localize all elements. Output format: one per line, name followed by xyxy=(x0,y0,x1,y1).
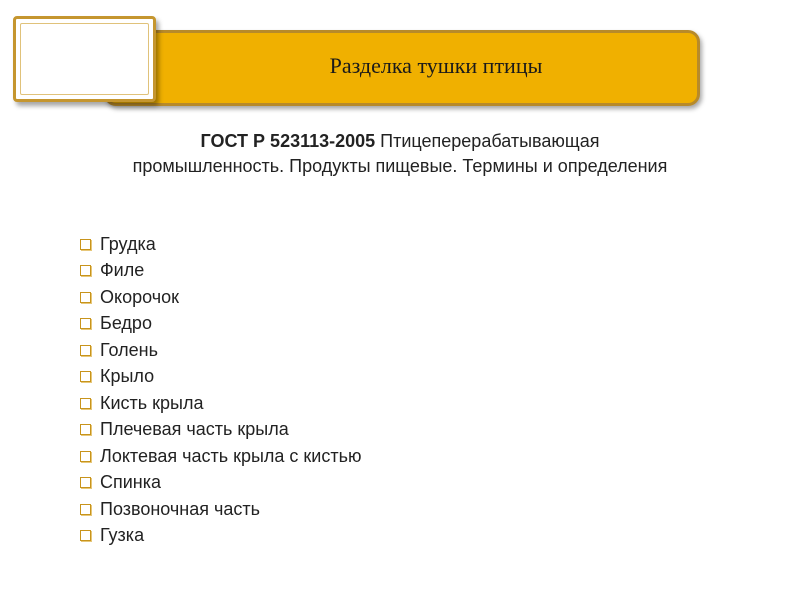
list-item xyxy=(80,337,361,364)
list-item-label: Грудка xyxy=(100,233,156,254)
list-item-label: Кисть крыла xyxy=(100,392,204,413)
checkbox-bullet-icon xyxy=(80,424,91,435)
list-item-label: Спинка xyxy=(100,472,162,493)
checkbox-bullet-icon xyxy=(80,530,91,541)
list-item-label: Позвоночная часть xyxy=(100,498,261,519)
list-item xyxy=(80,443,361,470)
page-title: Разделка тушки птицы xyxy=(329,53,543,78)
list-item xyxy=(80,231,361,258)
list-item xyxy=(80,523,361,550)
standard-title-part1: Птицеперерабатывающая xyxy=(375,131,600,151)
checkbox-bullet-icon xyxy=(80,477,91,488)
list-item-label: Плечевая часть крыла xyxy=(100,419,289,440)
checkbox-bullet-icon xyxy=(80,239,91,250)
list-item xyxy=(80,390,361,417)
list-item xyxy=(80,417,361,444)
list-item-label: Голень xyxy=(100,339,158,360)
list-item-label: Филе xyxy=(100,260,145,281)
logo-placeholder-box xyxy=(13,16,156,102)
list-item xyxy=(80,284,361,311)
list-item-label: Крыло xyxy=(100,366,155,387)
checkbox-bullet-icon xyxy=(80,318,91,329)
list-item-label: Бедро xyxy=(100,313,152,334)
checkbox-bullet-icon xyxy=(80,265,91,276)
list-item xyxy=(80,470,361,497)
standard-title-part2: промышленность. Продукты пищевые. Термины и определения xyxy=(132,156,668,176)
standard-reference xyxy=(40,129,760,179)
list-item-label: Окорочок xyxy=(100,286,179,307)
list-item xyxy=(80,258,361,285)
list-item-label: Локтевая часть крыла с кистью xyxy=(100,445,362,466)
checkbox-bullet-icon xyxy=(80,345,91,356)
list-item xyxy=(80,311,361,338)
list-item-label: Гузка xyxy=(100,525,145,546)
checkbox-bullet-icon xyxy=(80,451,91,462)
checkbox-bullet-icon xyxy=(80,371,91,382)
terms-list xyxy=(80,231,361,549)
checkbox-bullet-icon xyxy=(80,398,91,409)
list-item xyxy=(80,364,361,391)
checkbox-bullet-icon xyxy=(80,504,91,515)
checkbox-bullet-icon xyxy=(80,292,91,303)
list-item xyxy=(80,496,361,523)
standard-code: ГОСТ Р 523113-2005 xyxy=(200,131,376,151)
